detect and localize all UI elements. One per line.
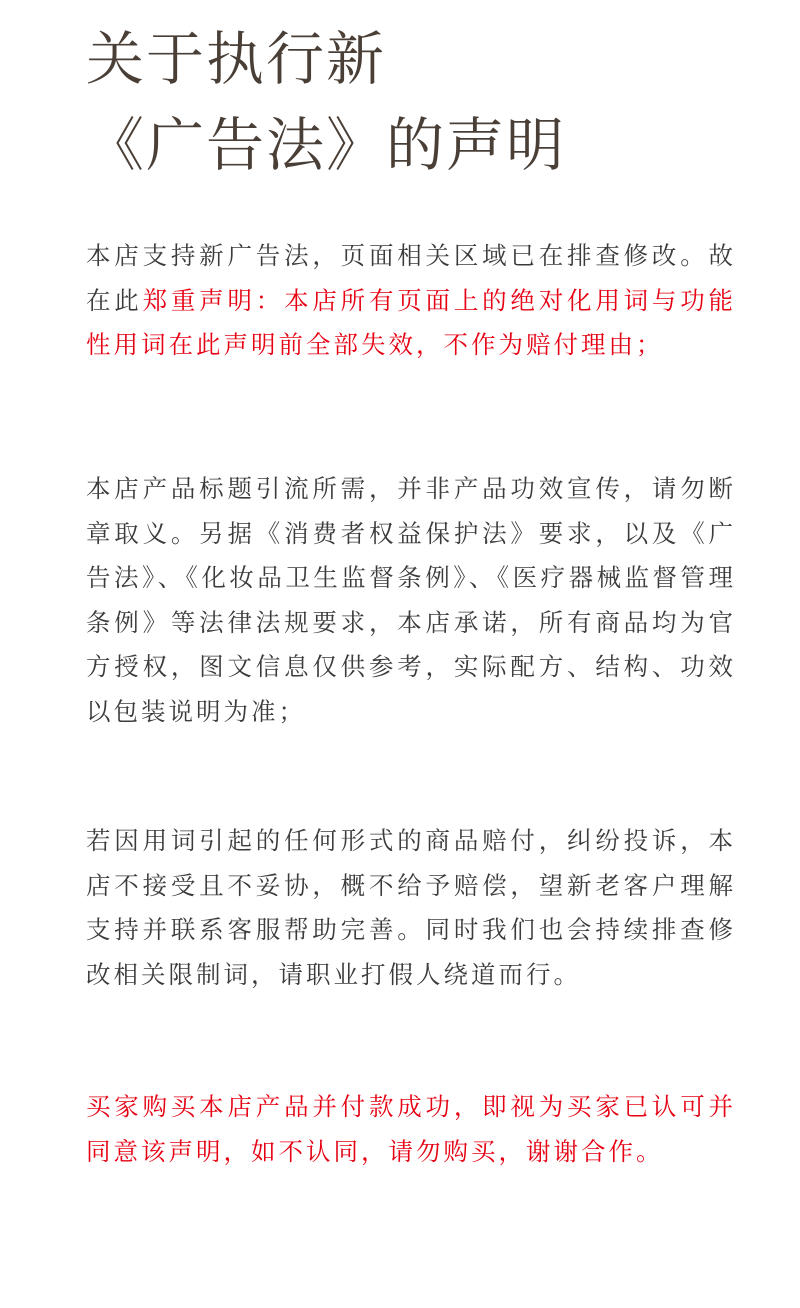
- paragraph-product-disclaimer: 本店产品标题引流所需，并非产品功效宣传，请勿断章取义。另据《消费者权益保护法》要求，以及《广告法》、《化妆品卫生监督条例》、《医疗器械监督管理条例》等法律法规要求，本店承诺，所有商品均为官方授权，图文信息仅供参考，实际配方、结构、功效以包装说明为准；: [86, 474, 736, 726]
- title-line-2: 《广告法》的声明: [86, 111, 567, 179]
- paragraph-compliance-notice: [86, 234, 736, 368]
- page-title: [86, 16, 736, 188]
- notice-text: 本店支持新广告法，页面相关区域已在排查修改。故在此: [86, 241, 736, 315]
- solemn-statement-text: 郑重声明：本店所有页面上的绝对化用词与功能性用词在此声明前全部失效，不作为赔付理由；: [86, 285, 737, 359]
- statement-page: [86, 16, 737, 1166]
- title-line-1: 关于执行新: [86, 25, 387, 93]
- paragraph-compensation-policy: 若因用词引起的任何形式的商品赔付，纠纷投诉，本店不接受且不妥协，概不给予赔偿，望新老客户理解支持并联系客服帮助完善。同时我们也会持续排查修改相关限制词，请职业打假人绕道而行。: [86, 826, 736, 989]
- paragraph-purchase-agreement: 买家购买本店产品并付款成功，即视为买家已认可并同意该声明，如不认同，请勿购买，谢谢合作。: [86, 1092, 736, 1166]
